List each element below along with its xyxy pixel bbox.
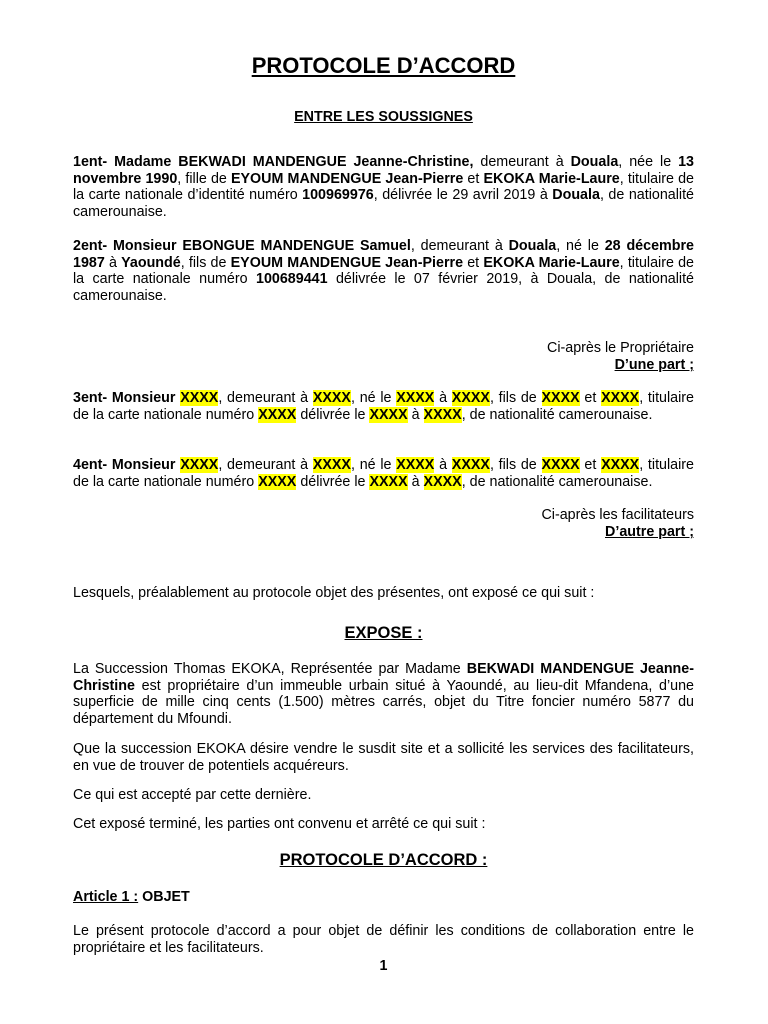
protocol-heading: PROTOCOLE D’ACCORD :: [279, 851, 488, 869]
party-2-city: Douala: [508, 238, 557, 254]
party-1-paragraph: [73, 154, 694, 220]
text: , délivrée le 29 avril 2019 à: [373, 187, 553, 204]
text: à: [104, 254, 122, 271]
preamble-text: Lesquels, préalablement au protocole objet des présentes, ont exposé ce qui suit :: [73, 585, 595, 601]
text: , né le: [556, 238, 605, 254]
parties-heading: ENTRE LES SOUSSIGNES: [294, 109, 473, 125]
text: , de nationalité camerounaise.: [461, 473, 653, 490]
text: , titulaire de la carte nationale numéro: [73, 457, 695, 490]
text: , de nationalité camerounaise.: [73, 187, 694, 220]
expose-heading: EXPOSE :: [344, 624, 423, 642]
party-3-paragraph: [73, 390, 694, 423]
text: , né le: [350, 390, 397, 406]
party-2-pob: Yaoundé: [121, 254, 181, 271]
text: délivrée le: [296, 406, 370, 423]
representative-name: BEKWADI MANDENGUE Jeanne-Christine: [73, 661, 695, 694]
party-2-dob: 28 décembre 1987: [73, 238, 695, 271]
text: , titulaire de la carte nationale d’identité numéro: [73, 170, 694, 204]
text: à: [434, 390, 452, 406]
text: , fils de: [489, 457, 542, 473]
placeholder-field: XXXX: [258, 473, 297, 490]
page-number: 1: [379, 958, 388, 974]
article-1-title: OBJET: [138, 889, 190, 905]
placeholder-field: XXXX: [312, 457, 351, 473]
placeholder-field: XXXX: [601, 390, 640, 406]
expose-paragraph-2: Que la succession EKOKA désire vendre le susdit site et a sollicité les services des facilitateurs, en vue de trouver de potentiels acquéreurs.: [73, 741, 694, 774]
placeholder-field: XXXX: [541, 457, 580, 473]
party-2-paragraph: [73, 238, 694, 304]
expose-paragraph-3: Ce qui est accepté par cette dernière.: [73, 787, 312, 803]
text: délivrée le: [296, 473, 370, 490]
text: , demeurant à: [410, 238, 509, 254]
placeholder-field: XXXX: [451, 390, 490, 406]
text: , demeurant à: [218, 390, 313, 406]
text: et: [579, 390, 602, 406]
text: , demeurant à: [218, 457, 313, 473]
text: , titulaire de la carte nationale numéro: [73, 254, 694, 288]
party-3-num: 3ent- Monsieur: [73, 390, 181, 406]
party-1-id: 100969976: [302, 187, 374, 204]
party-1-dob: 13 novembre 1990: [73, 154, 695, 187]
article-1-text: Le présent protocole d’accord a pour objet de définir les conditions de collaboration entre le propriétaire et les facilitateurs.: [73, 923, 694, 956]
party-2-name: EBONGUE MANDENGUE Samuel: [182, 238, 411, 254]
placeholder-field: XXXX: [601, 457, 640, 473]
text: et: [463, 170, 484, 187]
text: délivrée le 07 février 2019, à Douala, de nationalité camerounaise.: [73, 271, 694, 304]
placeholder-field: XXXX: [180, 457, 219, 473]
text: , de nationalité camerounaise.: [461, 406, 653, 423]
placeholder-field: XXXX: [396, 390, 435, 406]
text: , fils de: [489, 390, 542, 406]
placeholder-field: XXXX: [180, 390, 219, 406]
text: à: [434, 457, 452, 473]
text: demeurant à: [473, 154, 571, 170]
article-1-heading: [73, 889, 694, 906]
text: est propriétaire d’un immeuble urbain situé à Yaoundé, au lieu-dit Mfandena, d’une superficie de mille cinq cents (1.500) mètres carrés, objet du Titre foncier numéro 5877 du département du Mfoundi.: [73, 677, 694, 727]
text: , fils de: [180, 254, 231, 271]
placeholder-field: XXXX: [423, 473, 462, 490]
placeholder-field: XXXX: [369, 406, 408, 423]
text: , né le: [350, 457, 397, 473]
party-1-father: EYOUM MANDENGUE Jean-Pierre: [230, 170, 464, 187]
party-2-num: 2ent- Monsieur: [73, 238, 183, 254]
expose-paragraph-1: [73, 661, 694, 727]
article-1-label: Article 1 :: [73, 889, 139, 905]
party-4-paragraph: [73, 457, 694, 490]
placeholder-field: XXXX: [423, 406, 462, 423]
placeholder-field: XXXX: [396, 457, 435, 473]
expose-paragraph-4: Cet exposé terminé, les parties ont convenu et arrêté ce qui suit :: [73, 816, 486, 832]
text: , titulaire de la carte nationale numéro: [73, 390, 695, 423]
text: , née le: [618, 154, 679, 170]
placeholder-field: XXXX: [369, 473, 408, 490]
facilitator-part: D’autre part ;: [605, 524, 694, 540]
placeholder-field: XXXX: [541, 390, 580, 406]
placeholder-field: XXXX: [312, 390, 351, 406]
party-2-id: 100689441: [256, 271, 328, 288]
text: à: [407, 406, 424, 423]
text: à: [407, 473, 424, 490]
party-2-mother: EKOKA Marie-Laure: [483, 254, 620, 271]
party-2-father: EYOUM MANDENGUE Jean-Pierre: [230, 254, 464, 271]
text: et: [579, 457, 602, 473]
placeholder-field: XXXX: [451, 457, 490, 473]
text: et: [463, 254, 484, 271]
party-1-city-issue: Douala: [552, 187, 600, 204]
owner-label: Ci-après le Propriétaire: [547, 340, 694, 356]
party-1-name: BEKWADI MANDENGUE Jeanne-Christine,: [178, 154, 474, 170]
placeholder-field: XXXX: [258, 406, 297, 423]
owner-part: D’une part ;: [614, 357, 694, 373]
facilitator-label: Ci-après les facilitateurs: [541, 507, 694, 523]
text: La Succession Thomas EKOKA, Représentée par Madame: [73, 661, 467, 677]
text: , fille de: [177, 170, 231, 187]
party-1-mother: EKOKA Marie-Laure: [483, 170, 620, 187]
party-4-num: 4ent- Monsieur: [73, 457, 181, 473]
party-1-num: 1ent- Madame: [73, 154, 179, 170]
party-1-city: Douala: [570, 154, 619, 170]
document-title: PROTOCOLE D’ACCORD: [251, 53, 516, 78]
